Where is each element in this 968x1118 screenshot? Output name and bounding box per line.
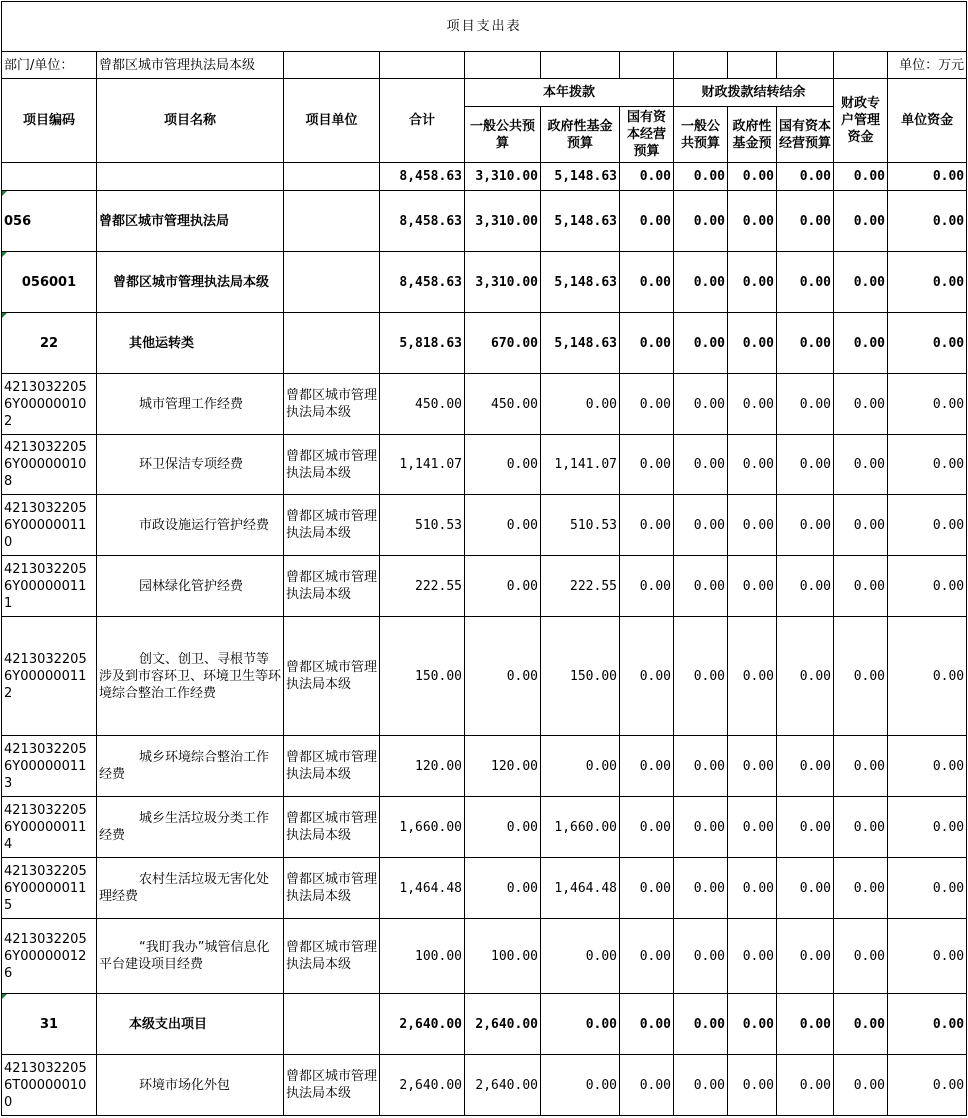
amount-cell: 0.00 — [728, 252, 777, 313]
project-name-cell — [97, 617, 284, 736]
amount-cell: 0.00 — [777, 994, 834, 1055]
amount-cell: 1,464.48 — [380, 858, 465, 919]
amount-cell: 0.00 — [834, 858, 888, 919]
amount-cell: 2,640.00 — [465, 1055, 541, 1116]
dept-label: 部门/单位： — [2, 52, 97, 79]
header-sub-gov-fund: 政府性基金预算 — [541, 107, 620, 163]
amount-cell: 0.00 — [674, 252, 728, 313]
amount-cell: 1,660.00 — [541, 797, 620, 858]
amount-cell: 0.00 — [777, 163, 834, 191]
project-name-cell — [97, 374, 284, 435]
amount-cell: 0.00 — [834, 797, 888, 858]
amount-cell: 0.00 — [888, 495, 967, 556]
project-name-text: 本级支出项目 — [129, 1016, 208, 1032]
amount-cell: 0.00 — [834, 163, 888, 191]
amount-cell: 0.00 — [777, 495, 834, 556]
amount-cell: 0.00 — [620, 374, 674, 435]
amount-cell: 0.00 — [888, 1055, 967, 1116]
amount-cell: 450.00 — [465, 374, 541, 435]
amount-cell: 0.00 — [674, 495, 728, 556]
amount-cell: 0.00 — [541, 1055, 620, 1116]
project-code-cell: 42130322056Y000000102 — [2, 374, 97, 435]
table-row — [2, 736, 967, 797]
project-unit-cell — [284, 252, 380, 313]
table-row — [2, 435, 967, 495]
amount-cell: 0.00 — [834, 191, 888, 252]
amount-cell: 0.00 — [620, 994, 674, 1055]
amount-cell: 0.00 — [888, 797, 967, 858]
amount-cell: 5,148.63 — [541, 252, 620, 313]
amount-cell: 0.00 — [620, 919, 674, 994]
amount-cell: 0.00 — [620, 495, 674, 556]
amount-cell: 0.00 — [728, 1055, 777, 1116]
amount-cell: 5,818.63 — [380, 313, 465, 374]
amount-cell: 3,310.00 — [465, 163, 541, 191]
project-unit-cell: 曾都区城市管理执法局本级 — [284, 495, 380, 556]
project-code-cell: 42130322056Y000000112 — [2, 617, 97, 736]
amount-cell: 0.00 — [777, 435, 834, 495]
project-unit-cell — [284, 313, 380, 374]
amount-cell: 0.00 — [777, 858, 834, 919]
amount-cell: 0.00 — [834, 617, 888, 736]
amount-cell: 0.00 — [728, 556, 777, 617]
amount-cell: 0.00 — [834, 374, 888, 435]
amount-cell: 510.53 — [380, 495, 465, 556]
amount-cell: 0.00 — [541, 736, 620, 797]
project-code-cell: 42130322056Y000000110 — [2, 495, 97, 556]
amount-cell: 0.00 — [674, 556, 728, 617]
amount-cell: 150.00 — [380, 617, 465, 736]
amount-cell: 0.00 — [777, 919, 834, 994]
project-name-cell — [97, 163, 284, 191]
project-code-cell: 31 — [2, 994, 97, 1055]
amount-cell: 0.00 — [888, 858, 967, 919]
table-row — [2, 1055, 967, 1116]
table-row — [2, 556, 967, 617]
project-name-cell — [97, 313, 284, 374]
project-code-cell: 42130322056Y000000114 — [2, 797, 97, 858]
amount-cell: 120.00 — [380, 736, 465, 797]
table-row — [2, 191, 967, 252]
header-code: 项目编码 — [2, 79, 97, 163]
amount-cell: 0.00 — [888, 374, 967, 435]
project-name-cell — [97, 252, 284, 313]
project-code-cell: 056 — [2, 191, 97, 252]
amount-cell: 0.00 — [541, 919, 620, 994]
project-name-cell — [97, 1055, 284, 1116]
project-unit-cell: 曾都区城市管理执法局本级 — [284, 919, 380, 994]
header-fiscal-special: 财政专户管理资金 — [834, 79, 888, 163]
amount-cell: 0.00 — [728, 797, 777, 858]
amount-cell: 0.00 — [888, 556, 967, 617]
project-name-text: 城乡环境综合整治工作经费 — [99, 750, 270, 782]
amount-cell: 0.00 — [674, 617, 728, 736]
amount-cell: 0.00 — [888, 994, 967, 1055]
amount-cell: 2,640.00 — [380, 1055, 465, 1116]
amount-cell: 0.00 — [777, 313, 834, 374]
amount-cell: 0.00 — [465, 858, 541, 919]
project-name-cell — [97, 994, 284, 1055]
amount-cell: 0.00 — [728, 919, 777, 994]
amount-cell: 0.00 — [834, 435, 888, 495]
amount-cell: 0.00 — [777, 556, 834, 617]
amount-cell: 0.00 — [888, 191, 967, 252]
amount-cell: 0.00 — [728, 163, 777, 191]
amount-cell: 3,310.00 — [465, 252, 541, 313]
amount-cell: 0.00 — [728, 435, 777, 495]
project-name-text: 城市管理工作经费 — [139, 396, 244, 412]
project-unit-cell: 曾都区城市管理执法局本级 — [284, 617, 380, 736]
amount-cell: 0.00 — [620, 1055, 674, 1116]
amount-cell: 0.00 — [728, 736, 777, 797]
project-name-text: 园林绿化管护经费 — [139, 578, 244, 594]
amount-cell: 0.00 — [674, 313, 728, 374]
amount-cell: 0.00 — [834, 495, 888, 556]
amount-cell: 0.00 — [620, 191, 674, 252]
amount-cell: 450.00 — [380, 374, 465, 435]
amount-cell: 100.00 — [465, 919, 541, 994]
header-group-current: 本年拨款 — [465, 79, 674, 107]
project-name-cell — [97, 191, 284, 252]
amount-cell: 8,458.63 — [380, 252, 465, 313]
project-name-text: 创文、创卫、寻根节等涉及到市容环卫、环境卫生等环境综合整治工作经费 — [99, 651, 282, 701]
amount-cell: 0.00 — [777, 252, 834, 313]
amount-cell: 0.00 — [620, 617, 674, 736]
project-unit-cell — [284, 191, 380, 252]
amount-cell: 100.00 — [380, 919, 465, 994]
project-name-cell — [97, 495, 284, 556]
amount-cell: 1,141.07 — [541, 435, 620, 495]
amount-cell: 150.00 — [541, 617, 620, 736]
page-title: 项目支出表 — [2, 2, 967, 52]
amount-cell: 0.00 — [728, 191, 777, 252]
amount-cell: 0.00 — [674, 163, 728, 191]
header-sub-general: 一般公共预算 — [465, 107, 541, 163]
header-unit-fund: 单位资金 — [888, 79, 967, 163]
project-name-cell — [97, 919, 284, 994]
amount-cell: 8,458.63 — [380, 163, 465, 191]
amount-cell: 670.00 — [465, 313, 541, 374]
project-unit-cell: 曾都区城市管理执法局本级 — [284, 797, 380, 858]
amount-cell: 0.00 — [674, 797, 728, 858]
dept-value: 曾都区城市管理执法局本级 — [97, 52, 284, 79]
amount-cell: 0.00 — [834, 736, 888, 797]
amount-cell: 0.00 — [674, 435, 728, 495]
amount-cell: 0.00 — [834, 919, 888, 994]
amount-cell: 0.00 — [465, 435, 541, 495]
header-total: 合计 — [380, 79, 465, 163]
amount-cell: 5,148.63 — [541, 313, 620, 374]
project-unit-cell — [284, 994, 380, 1055]
amount-cell: 222.55 — [380, 556, 465, 617]
amount-cell: 0.00 — [888, 313, 967, 374]
amount-cell: 0.00 — [834, 994, 888, 1055]
header-sub-carry-state-capital: 国有资本经营预算 — [777, 107, 834, 163]
project-name-cell — [97, 556, 284, 617]
project-unit-cell: 曾都区城市管理执法局本级 — [284, 556, 380, 617]
amount-cell: 0.00 — [834, 252, 888, 313]
amount-cell: 222.55 — [541, 556, 620, 617]
amount-cell: 0.00 — [728, 858, 777, 919]
amount-cell: 1,660.00 — [380, 797, 465, 858]
project-unit-cell: 曾都区城市管理执法局本级 — [284, 858, 380, 919]
amount-cell: 0.00 — [541, 374, 620, 435]
project-unit-cell: 曾都区城市管理执法局本级 — [284, 374, 380, 435]
project-name-cell — [97, 736, 284, 797]
project-code-cell: 22 — [2, 313, 97, 374]
amount-cell: 0.00 — [620, 556, 674, 617]
project-name-text: 环境市场化外包 — [139, 1077, 231, 1093]
table-row — [2, 797, 967, 858]
amount-cell: 0.00 — [674, 919, 728, 994]
header-sub-carry-general: 一般公共预算 — [674, 107, 728, 163]
table-row — [2, 994, 967, 1055]
amount-cell: 0.00 — [834, 1055, 888, 1116]
amount-cell: 0.00 — [888, 617, 967, 736]
project-name-text: 市政设施运行管护经费 — [139, 517, 270, 533]
project-code-cell: 42130322056Y000000113 — [2, 736, 97, 797]
amount-cell: 0.00 — [728, 374, 777, 435]
amount-cell: 0.00 — [777, 1055, 834, 1116]
amount-cell: 0.00 — [728, 617, 777, 736]
table-row — [2, 374, 967, 435]
amount-cell: 0.00 — [777, 191, 834, 252]
project-code-cell: 056001 — [2, 252, 97, 313]
project-code-cell — [2, 163, 97, 191]
project-expenditure-table — [1, 1, 967, 1116]
project-code-cell: 42130322056Y000000111 — [2, 556, 97, 617]
project-code-cell: 42130322056Y000000108 — [2, 435, 97, 495]
amount-cell: 0.00 — [465, 797, 541, 858]
amount-cell: 0.00 — [620, 252, 674, 313]
amount-cell: 0.00 — [728, 495, 777, 556]
unit-label: 单位：万元 — [888, 52, 967, 79]
amount-cell: 0.00 — [674, 994, 728, 1055]
amount-cell: 0.00 — [465, 495, 541, 556]
amount-cell: 0.00 — [620, 858, 674, 919]
header-unit: 项目单位 — [284, 79, 380, 163]
project-name-cell — [97, 858, 284, 919]
project-code-cell: 42130322056Y000000126 — [2, 919, 97, 994]
table-row — [2, 617, 967, 736]
project-unit-cell: 曾都区城市管理执法局本级 — [284, 736, 380, 797]
table-row — [2, 252, 967, 313]
amount-cell: 0.00 — [620, 797, 674, 858]
amount-cell: 0.00 — [777, 736, 834, 797]
project-name-cell — [97, 797, 284, 858]
project-code-cell: 42130322056Y000000115 — [2, 858, 97, 919]
project-unit-cell: 曾都区城市管理执法局本级 — [284, 1055, 380, 1116]
amount-cell: 0.00 — [888, 163, 967, 191]
amount-cell: 0.00 — [674, 1055, 728, 1116]
amount-cell: 1,464.48 — [541, 858, 620, 919]
header-name: 项目名称 — [97, 79, 284, 163]
amount-cell: 0.00 — [620, 313, 674, 374]
amount-cell: 0.00 — [777, 617, 834, 736]
amount-cell: 0.00 — [888, 435, 967, 495]
amount-cell: 0.00 — [465, 617, 541, 736]
amount-cell: 8,458.63 — [380, 191, 465, 252]
amount-cell: 0.00 — [728, 313, 777, 374]
amount-cell: 0.00 — [674, 191, 728, 252]
header-group-carry: 财政拨款结转结余 — [674, 79, 834, 107]
amount-cell: 0.00 — [674, 374, 728, 435]
amount-cell: 0.00 — [888, 252, 967, 313]
project-unit-cell — [284, 163, 380, 191]
amount-cell: 0.00 — [674, 736, 728, 797]
project-name-text: “我盯我办”城管信息化平台建设项目经费 — [99, 940, 270, 972]
amount-cell: 3,310.00 — [465, 191, 541, 252]
amount-cell: 0.00 — [620, 163, 674, 191]
amount-cell: 1,141.07 — [380, 435, 465, 495]
project-name-cell — [97, 435, 284, 495]
amount-cell: 2,640.00 — [380, 994, 465, 1055]
amount-cell: 0.00 — [777, 797, 834, 858]
table-row — [2, 919, 967, 994]
table-row — [2, 858, 967, 919]
amount-cell: 2,640.00 — [465, 994, 541, 1055]
amount-cell: 0.00 — [834, 556, 888, 617]
project-name-text: 曾都区城市管理执法局本级 — [113, 274, 270, 290]
amount-cell: 5,148.63 — [541, 163, 620, 191]
amount-cell: 0.00 — [888, 919, 967, 994]
amount-cell: 0.00 — [728, 994, 777, 1055]
header-sub-carry-gov-fund: 政府性基金预 — [728, 107, 777, 163]
amount-cell: 0.00 — [674, 858, 728, 919]
amount-cell: 0.00 — [777, 374, 834, 435]
table-row — [2, 163, 967, 191]
amount-cell: 0.00 — [834, 313, 888, 374]
project-code-cell: 42130322056T000000100 — [2, 1055, 97, 1116]
project-name-text: 曾都区城市管理执法局 — [99, 213, 230, 229]
table-row — [2, 495, 967, 556]
amount-cell: 0.00 — [620, 736, 674, 797]
project-name-text: 其他运转类 — [129, 335, 195, 351]
project-name-text: 农村生活垃圾无害化处理经费 — [99, 872, 270, 904]
amount-cell: 0.00 — [541, 994, 620, 1055]
amount-cell: 0.00 — [465, 556, 541, 617]
project-name-text: 城乡生活垃圾分类工作经费 — [99, 811, 270, 843]
table-row — [2, 313, 967, 374]
amount-cell: 5,148.63 — [541, 191, 620, 252]
project-unit-cell: 曾都区城市管理执法局本级 — [284, 435, 380, 495]
project-name-text: 环卫保洁专项经费 — [139, 457, 244, 472]
header-sub-state-capital: 国有资本经营预算 — [620, 107, 674, 163]
amount-cell: 0.00 — [620, 435, 674, 495]
amount-cell: 120.00 — [465, 736, 541, 797]
amount-cell: 510.53 — [541, 495, 620, 556]
amount-cell: 0.00 — [888, 736, 967, 797]
